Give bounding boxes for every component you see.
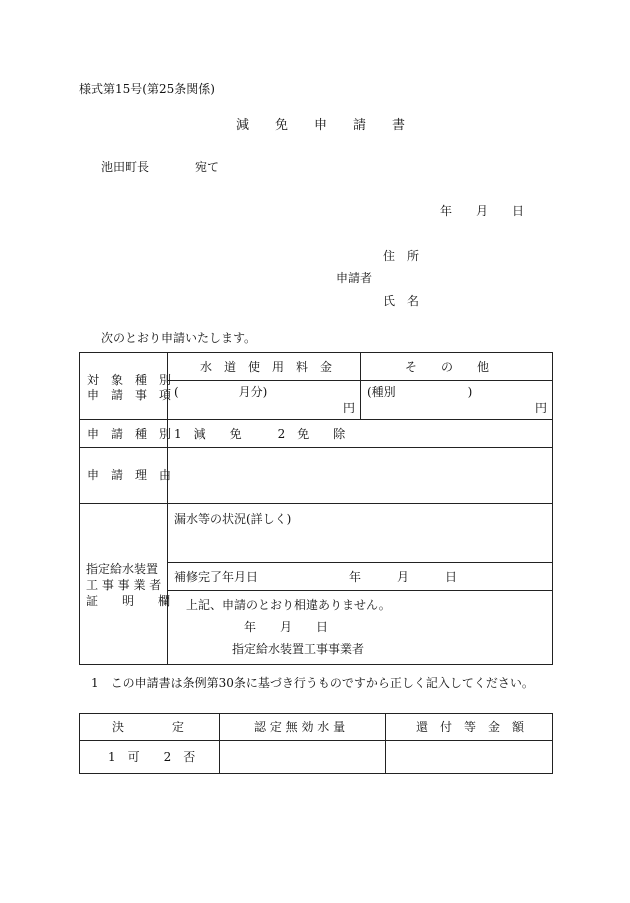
certification-statement-cell [168,591,553,665]
contractor-label: 指定給水装置工事事業者 [232,642,365,656]
subject-type-label: 対 象 種 別 [87,373,172,387]
certification-date: 年 月 日 [244,620,329,634]
approved-amount-header-cell [220,714,386,741]
certification-label-2: 工 事 事 業 者 [86,578,162,592]
refund-header-cell [386,714,553,741]
water-fee-header: 水 道 使 用 料 金 [200,360,333,374]
repair-date-value: 年 月 日 [349,570,458,584]
decision-header: 決 定 [112,720,185,734]
water-fee-amount-cell [168,381,361,420]
submission-date: 年 月 日 [440,204,525,218]
refund-value-cell [386,741,553,774]
form-title: 減 免 申 請 書 [236,118,406,133]
applicant-label: 申請者 [336,271,373,285]
certification-label-cell [80,504,171,665]
decision-value: 1 可 2 否 [108,750,196,764]
water-fee-header-cell [168,353,361,381]
application-item-label: 申 請 事 項 [87,388,172,402]
month-part: ( 月分) [174,385,268,399]
application-type-label-cell [80,420,172,448]
leak-status-label: 漏水等の状況(詳しく) [174,512,292,526]
repair-date-label: 補修完了年月日 [174,570,259,584]
type-part: (種別 ) [367,385,473,399]
subject-label-cell [80,353,172,420]
other-amount-cell [361,381,553,420]
reason-label-cell [80,448,172,504]
other-header-cell [361,353,553,381]
leak-status-cell [168,504,553,563]
note-text: 1 この申請書は条例第30条に基づき行うものですから正しく記入してください。 [91,676,534,690]
decision-value-cell [80,741,220,774]
repair-date-cell [168,563,553,591]
addressee-name: 池田町長 [101,160,150,174]
application-table [79,352,553,665]
intro-text: 次のとおり申請いたします。 [101,331,257,345]
reason-label: 申 請 理 由 [87,468,172,482]
application-type-label: 申 請 種 別 [87,427,172,441]
address-label: 住 所 [383,249,420,263]
name-label: 氏 名 [383,294,420,308]
other-header: そ の 他 [405,360,490,374]
certification-label-1: 指定給水装置 [86,562,159,576]
yen-unit-1: 円 [342,401,355,415]
decision-header-cell [80,714,220,741]
decision-table [79,713,553,774]
addressee-suffix: 宛て [195,160,220,174]
application-type-value: 1 減 免 2 免 除 [174,427,346,441]
approved-amount-value-cell [220,741,386,774]
approved-amount-header: 認 定 無 効 水 量 [254,720,346,734]
yen-unit-2: 円 [534,401,547,415]
reason-value-cell [168,448,553,504]
certification-label-3: 証 明 欄 [86,594,171,608]
form-number: 様式第15号(第25条関係) [79,82,215,96]
application-type-value-cell [168,420,553,448]
refund-header: 還 付 等 金 額 [416,720,525,734]
certification-statement: 上記、申請のとおり相違ありません。 [186,598,391,612]
